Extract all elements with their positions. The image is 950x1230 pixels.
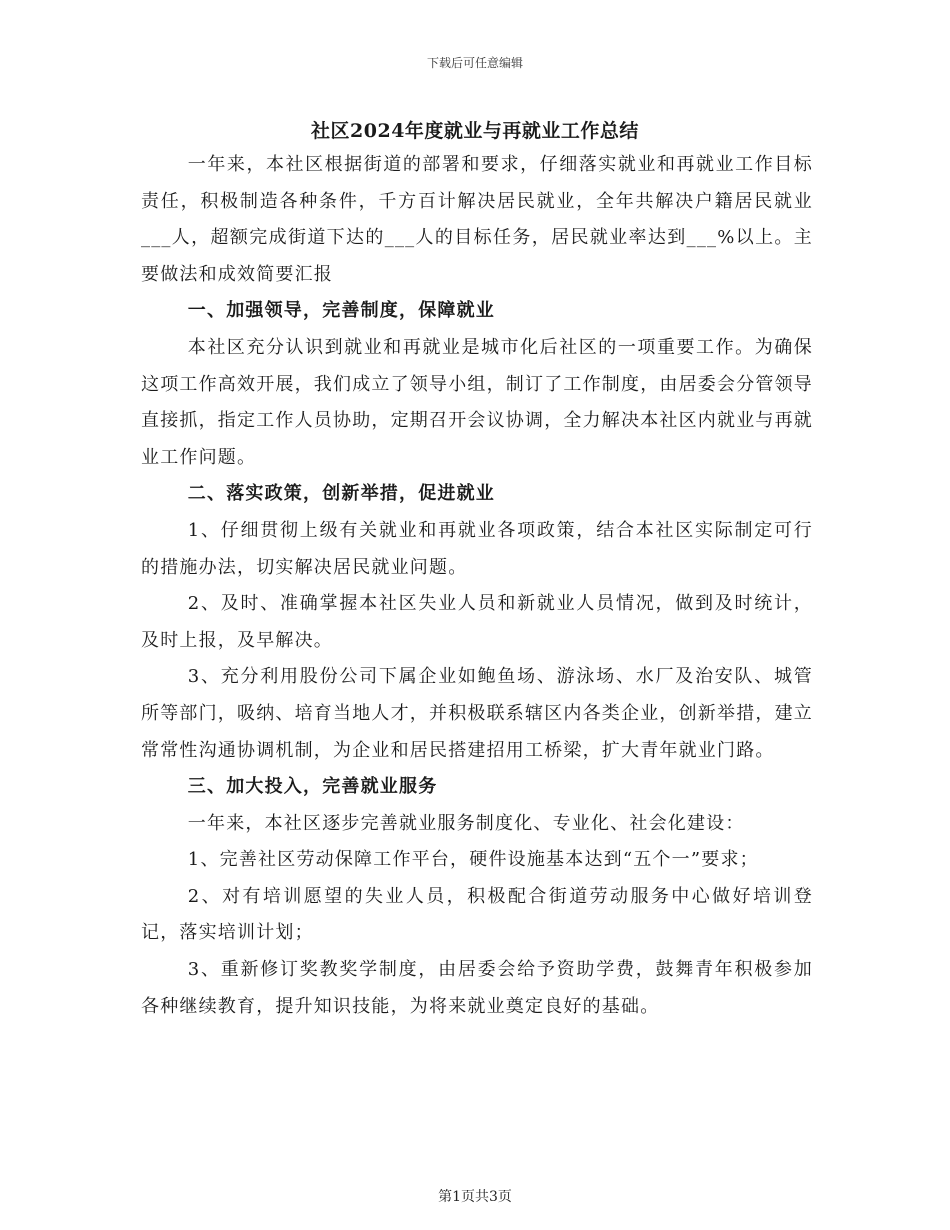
paragraph-section-1: 本社区充分认识到就业和再就业是城市化后社区的一项重要工作。为确保这项工作高效开展，我们成立了领导小组，制订了工作制度，由居委会分管领导直接抓，指定工作人员协助，定期召开会议协调，全力解决本社区内就业与再就业工作问题。 — [141, 336, 813, 468]
section-heading-3: 三、加大投入，完善就业服务 — [187, 776, 438, 798]
header-note: 下载后可任意编辑 — [426, 56, 523, 70]
paragraph-item-2-2: 2、及时、准确掌握本社区失业人员和新就业人员情况，做到及时统计，及时上报，及早解决。 — [141, 593, 813, 651]
paragraph-item-3-2: 2、对有培训愿望的失业人员，积极配合街道劳动服务中心做好培训登记，落实培训计划； — [141, 885, 813, 944]
paragraph-item-2-1: 1、仔细贯彻上级有关就业和再就业各项政策，结合本社区实际制定可行的措施办法，切实解决居民就业问题。 — [141, 519, 813, 578]
paragraph-item-2-3: 3、充分利用股份公司下属企业如鲍鱼场、游泳场、水厂及治安队、城管所等部门，吸纳、培育当地人才，并积极联系辖区内各类企业，创新举措，建立常常性沟通协调机制，为企业和居民搭建招用工桥梁，扩大青年就业门路。 — [141, 666, 813, 761]
paragraph-intro: 一年来，本社区根据街道的部署和要求，仔细落实就业和再就业工作目标责任，积极制造各种条件，千方百计解决居民就业，全年共解决户籍居民就业___人，超额完成街道下达的___人的目标任务，居民就业率达到___%以上。主要做法和成效简要汇报 — [141, 154, 813, 285]
paragraph-section-3-intro: 一年来，本社区逐步完善就业服务制度化、专业化、社会化建设： — [187, 812, 745, 834]
paragraph-item-3-3: 3、重新修订奖教奖学制度，由居委会给予资助学费，鼓舞青年积极参加各种继续教育，提升知识技能，为将来就业奠定良好的基础。 — [141, 959, 813, 1017]
document-title: 社区2024年度就业与再就业工作总结 — [311, 120, 639, 142]
section-heading-2: 二、落实政策，创新举措，促进就业 — [187, 483, 495, 505]
section-heading-1: 一、加强领导，完善制度，保障就业 — [187, 300, 495, 322]
paragraph-item-3-1: 1、完善社区劳动保障工作平台，硬件设施基本达到“五个一”要求； — [187, 849, 759, 871]
document-body — [141, 147, 813, 1025]
page-footer: 第1页共3页 — [438, 1189, 512, 1205]
